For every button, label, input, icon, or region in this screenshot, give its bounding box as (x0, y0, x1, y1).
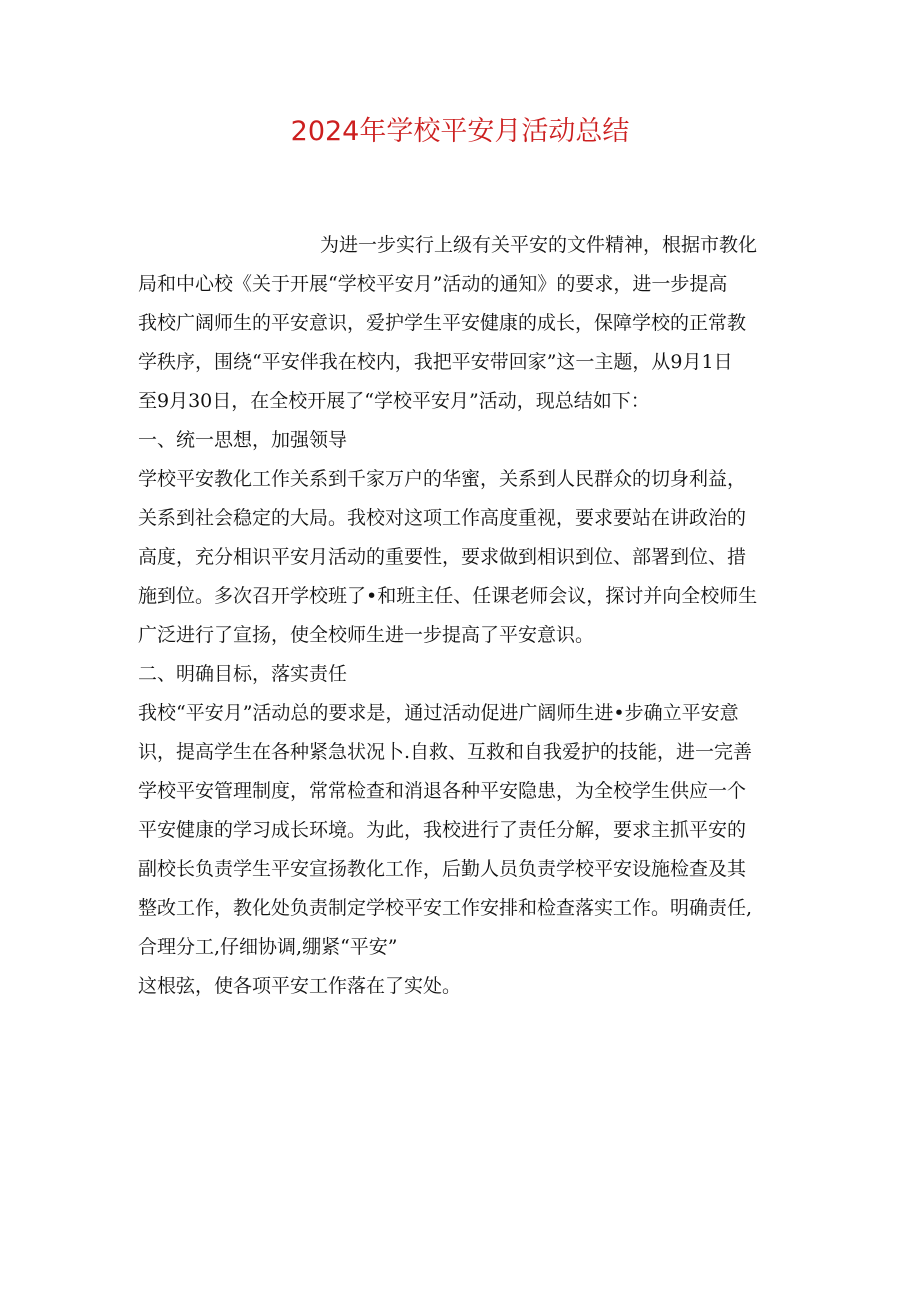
paragraph-line: 副校长负责学生平安宣扬教化工作，后勤人员负责学校平安设施检查及其 (138, 858, 747, 880)
paragraph-line: 我校“平安月”活动总的要求是，通过活动促进广阔师生进•步确立平安意 (138, 702, 739, 724)
paragraph-line: 识，提高学生在各种紧急状况卜.自救、互救和自我爱护的技能，进一完善 (138, 741, 753, 763)
section-heading: 一、统一思想，加强领导 (138, 429, 348, 451)
paragraph-line: 施到位。多次召开学校班了•和班主任、任课老师会议，探讨并向全校师生 (138, 585, 758, 607)
document-body (138, 226, 788, 1006)
intro-line: 为进一步实行上级有关平安的文件精神，根据市教化 (320, 234, 758, 256)
paragraph-line: 广泛进行了宣扬，使全校师生进一步提高了平安意识。 (138, 624, 595, 646)
intro-line: 我校广阔师生的平安意识，爱护学生平安健康的成长，保障学校的正常教 (138, 312, 747, 334)
section-heading: 二、明确目标，落实责任 (138, 663, 348, 685)
paragraph-line: 关系到社会稳定的大局。我校对这项工作高度重视，要求要站在讲政治的 (138, 507, 747, 529)
intro-line: 至9月30日，在全校开展了“学校平安月”活动，现总结如下： (138, 390, 650, 412)
paragraph-line: 合理分工,仔细协调,绷紧“平安” (138, 936, 398, 958)
paragraph-line: 学校平安管理制度，常常检查和消退各种平安隐患，为全校学生供应一个 (138, 780, 747, 802)
paragraph-line: 这根弦，使各项平安工作落在了实处。 (138, 975, 462, 997)
page-title: 2024年学校平安月活动总结 (290, 116, 630, 147)
paragraph-line: 高度，充分相识平安月活动的重要性，要求做到相识到位、部署到位、措 (138, 546, 747, 568)
paragraph-line: 整改工作，教化处负责制定学校平安工作安排和检查落实工作。明确责任, (138, 897, 753, 919)
paragraph-line: 平安健康的学习成长环境。为此，我校进行了责任分解，要求主抓平安的 (138, 819, 747, 841)
intro-line: 学秩序，围绕“平安伴我在校内，我把平安带回家”这一主题，从9月1日 (138, 351, 733, 373)
intro-line: 局和中心校《关于开展“学校平安月”活动的通知》的要求，进一步提高 (138, 273, 728, 295)
paragraph-line: 学校平安教化工作关系到千家万户的华蜜，关系到人民群众的切身利益， (138, 468, 747, 490)
